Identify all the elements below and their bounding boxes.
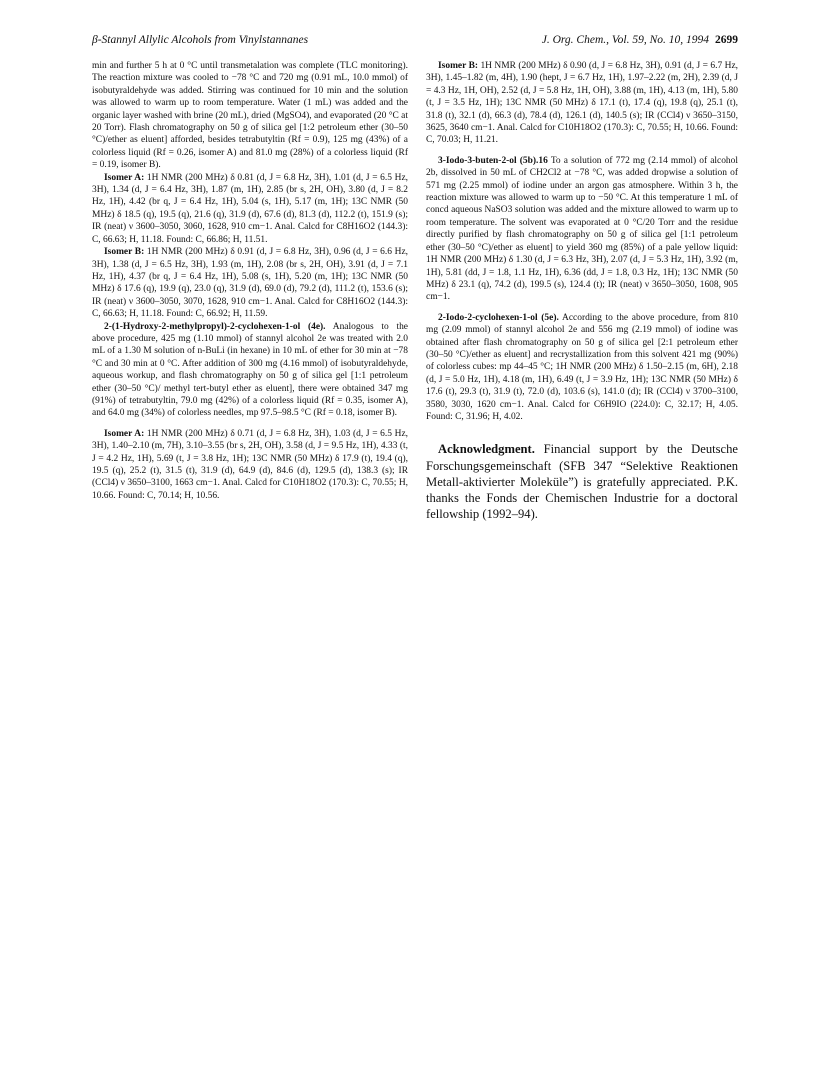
isomer-a-data [92,172,408,246]
page-number: 2699 [715,34,738,46]
isomer-b-text: 1H NMR (200 MHz) δ 0.91 (d, J = 6.8 Hz, 3H), 0.96 (d, J = 6.6 Hz, 3H), 1.38 (d, J = 6.5 Hz, 3H), 1.93 (m, 1H), 2.08 (br s, 2H, OH), 3.91 (d, J = 7.1 Hz, 1H), 4.37 (br q, J = 6.4 Hz, 1H), 5.08 (s, 1H), 5.20 (m, 1H); 13C NMR (50 MHz) δ 17.6 (q), 19.9 (q), 23.0 (q), 31.9 (d), 69.0 (d), 79.2 (d), 111.2 (t), 153.6 (s); IR (neat) ν 3600–3050, 3070, 1628, 910 cm−1. Anal. Calcd for C8H16O2 (144.3): C, 66.63; H, 11.18. Found: C, 66.92; H, 11.59. [92,247,408,320]
journal-citation [542,34,738,46]
right-column [426,60,738,522]
running-title: β-Stannyl Allylic Alcohols from Vinylstannanes [92,34,309,46]
isomer-b-4e-text: 1H NMR (200 MHz) δ 0.90 (d, J = 6.8 Hz, 3H), 0.91 (d, J = 6.7 Hz, 3H), 1.45–1.82 (m, 4H), 1.90 (hept, J = 6.7 Hz, 1H), 1.97–2.22 (m, 2H), 2.39 (d, J = 4.3 Hz, 1H, OH), 2.52 (d, J = 5.8 Hz, 1H, OH), 3.88 (m, 1H), 4.13 (m, 1H), 5.80 (t, J = 3.5 Hz, 1H); 13C NMR (50 MHz) δ 17.1 (t), 17.4 (q), 19.8 (q), 25.1 (t), 31.8 (t), 32.1 (d), 66.3 (d), 78.4 (d), 126.1 (d), 140.5 (s); IR (CCl4) ν 3650–3150, 3625, 3640 cm−1. Anal. Calcd for C10H18O2 (170.3): C, 70.55; H, 10.66. Found: C, 70.03; H, 11.21. [426,61,738,146]
compound-4e-procedure [92,321,408,420]
compound-4e-text: Analogous to the above procedure, 425 mg (1.10 mmol) of stannyl alcohol 2e was treated with 2.0 mL of a 1.30 M solution of n-BuLi (in hexane) in 10 mL of ether for 30 min at −78 °C and 30 min at 0 °C. After addition of 300 mg (4.16 mmol) of isobutyraldehyde, aqueous workup, and flash chromatography on 50 g of silica gel [1:1 petroleum ether (30–50 °C)/ methyl tert-butyl ether as eluent], there were obtained 347 mg (91%) of tetrabutyltin, 79.0 mg (42%) of a colorless liquid (Rf = 0.35, isomer A), and 64.0 mg (34%) of colorless needles, mp 97.5–98.5 °C (Rf = 0.18, isomer B). [92,321,408,419]
acknowledgment-text: Financial support by the Deutsche Forschungsgemeinschaft (SFB 347 “Selektive Reaktionen Metall-aktivierter Moleküle”) is gratefully appreciated. P.K. thanks the Fonds der Chemischen Industrie for a doctoral fellowship (1992–94). [426,442,739,522]
compound-4e-title: 2-(1-Hydroxy-2-methylpropyl)-2-cyclohexen-1-ol (4e). [104,321,326,332]
isomer-b-4e-data [426,60,738,147]
isomer-a-4e-data [92,428,408,502]
isomer-a-4e-label: Isomer A: [104,428,145,439]
procedure-continuation: min and further 5 h at 0 °C until transmetalation was complete (TLC monitoring). The reaction mixture was cooled to −78 °C and 720 mg (0.91 mL, 10.0 mmol) of isobutyraldehyde was added. Stirring was continued for 10 min and the solution was allowed to warm up to room temperature. Water (1 mL) was added and the organic layer washed with brine (20 mL), dried (MgSO4), and evaporated (20 °C at 20 Torr). Flash chromatography on 50 g of silica gel [1:2 petroleum ether (30–50 °C)/ether as eluent] afforded, besides tetrabutyltin (Rf = 0.9), 125 mg (43%) of a colorless liquid (Rf = 0.26, isomer A) and 81.0 mg (28%) of a colorless liquid (Rf = 0.19, isomer B). [92,61,408,171]
isomer-b-label: Isomer B: [104,247,145,258]
acknowledgment [426,441,738,522]
running-header [92,34,738,50]
isomer-a-text: 1H NMR (200 MHz) δ 0.81 (d, J = 6.8 Hz, 3H), 1.01 (d, J = 6.5 Hz, 3H), 1.34 (d, J = 6.4 Hz, 3H), 1.87 (m, 1H), 2.85 (br s, 2H, OH), 3.80 (d, J = 8.2 Hz, 1H), 4.42 (br q, J = 6.4 Hz, 1H), 5.04 (s, 1H), 5.17 (m, 1H); 13C NMR (50 MHz) δ 18.5 (q), 19.5 (q), 21.6 (q), 31.9 (d), 67.6 (d), 81.3 (d), 112.2 (t), 151.9 (s); IR (neat) ν 3600–3050, 3060, 1628, 910 cm−1. Anal. Calcd for C8H16O2 (144.3): C, 66.63; H, 11.18. Found: C, 66.86; H, 11.51. [92,172,408,245]
isomer-a-label: Isomer A: [104,172,145,183]
journal-reference: J. Org. Chem., Vol. 59, No. 10, 1994 [541,34,709,46]
acknowledgment-heading: Acknowledgment. [438,442,535,457]
isomer-b-data [92,246,408,320]
compound-5b-procedure [426,155,738,304]
isomer-a-4e-text: 1H NMR (200 MHz) δ 0.71 (d, J = 6.8 Hz, 3H), 1.03 (d, J = 6.5 Hz, 3H), 1.40–2.10 (m, 7H), 3.10–3.55 (br s, 2H, OH), 3.58 (d, J = 9.5 Hz, 1H), 4.33 (t, J = 4.2 Hz, 1H), 5.69 (t, J = 3.8 Hz, 1H); 13C NMR (50 MHz) δ 17.9 (t), 19.4 (q), 19.5 (q), 25.2 (t), 31.5 (t), 31.9 (d), 64.9 (d), 84.6 (d), 129.5 (d), 138.3 (s); IR (CCl4) ν 3650–3100, 1663 cm−1. Anal. Calcd for C10H18O2 (170.3): C, 70.55; H, 10.66. Found: C, 70.14; H, 10.56. [92,428,408,501]
isomer-b-4e-label: Isomer B: [438,61,479,71]
compound-5e-procedure [426,312,738,424]
compound-5e-title: 2-Iodo-2-cyclohexen-1-ol (5e). [438,312,559,323]
compound-5b-text: To a solution of 772 mg (2.14 mmol) of alcohol 2b, dissolved in 50 mL of CH2Cl2 at −78 °C, was added dropwise a solution of 571 mg (2.25 mmol) of iodine under an argon gas atmosphere. Within 3 h, the reaction mixture was allowed to warm up to −50 °C. At this temperature 1 mL of concd aqueous NaSO3 solution was added and the mixture allowed to warm up to room temperature. The solvent was evaporated at 0 °C/20 Torr and the residue directly purified by flash chromatography on 50 g of silica gel [1:1 petroleum ether (30–50 °C)/ether as eluent] to yield 360 mg (85%) of a pale yellow liquid: 1H NMR (200 MHz) δ 1.30 (d, J = 6.3 Hz, 3H), 2.07 (d, J = 5.3 Hz, 1H), 3.92 (m, 1H), 5.81 (dd, J = 1.8, 1.1 Hz, 1H), 6.36 (dd, J = 1.8, 0.3 Hz, 1H); 13C NMR (50 MHz) δ 23.1 (q), 74.2 (d), 199.5 (s), 124.4 (t); IR (neat) ν 3650–3050, 1608, 905 cm−1. [426,155,738,303]
left-column [92,60,408,502]
compound-5b-title: 3-Iodo-3-buten-2-ol (5b).16 [438,155,548,166]
compound-5e-text: According to the above procedure, from 810 mg (2.09 mmol) of stannyl alcohol 2e and 556 mg (2.19 mmol) of iodine was obtained after flash chromatography on 50 g of silica gel [2:1 petroleum ether (30–50 °C)/ether as eluent] and recrystallization from this solvent 421 mg (90%) of colorless cubes: mp 44–45 °C; 1H NMR (200 MHz) δ 1.50–2.15 (m, 6H), 2.18 (d, J = 5.0 Hz, 1H), 4.18 (m, 1H), 6.49 (t, J = 3.9 Hz, 1H); 13C NMR (50 MHz) δ 17.6 (t), 29.3 (t), 31.9 (t), 72.0 (d), 103.6 (s), 141.0 (d); IR (CCl4) ν 3700–3100, 3580, 3030, 1620 cm−1. Anal. Calcd for C6H9IO (224.0): C, 32.17; H, 4.05. Found: C, 31.96; H, 4.02. [426,312,739,422]
